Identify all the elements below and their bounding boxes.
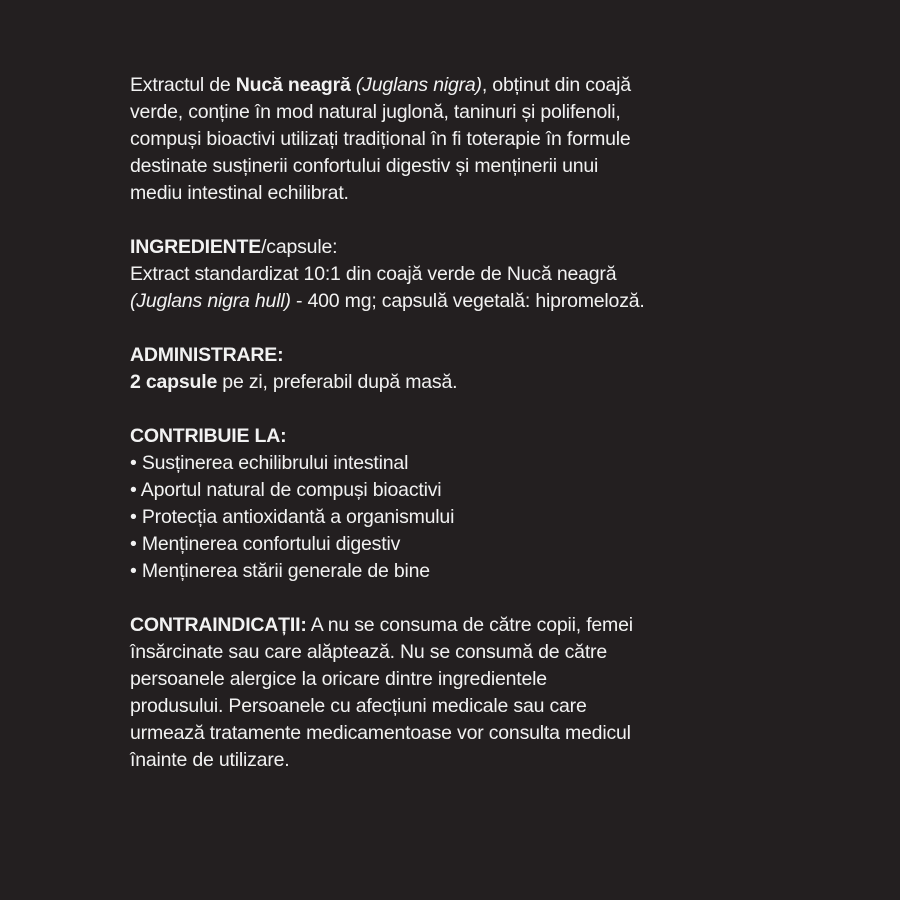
intro-text-run: (Juglans nigra) [355, 74, 482, 96]
benefits-line [130, 558, 770, 585]
intro-line [130, 153, 770, 180]
ingredients-line [130, 261, 770, 288]
contraindications-paragraph [130, 612, 770, 774]
contraindications-text-run: produsului. Persoanele cu afecțiuni medicale sau care [130, 695, 587, 717]
intro-text-run: verde, conține în mod natural juglonă, taninuri și polifenoli, [130, 101, 621, 123]
administration-paragraph [130, 342, 770, 396]
benefits-line [130, 423, 770, 450]
intro-paragraph [130, 72, 770, 207]
contraindications-line [130, 747, 770, 774]
ingredients-text-run: /capsule: [261, 236, 338, 258]
ingredients-text-run: Extract standardizat 10:1 din coajă verde de Nucă neagră [130, 263, 617, 285]
intro-text-run: compuși bioactivi utilizați tradițional în fi toterapie în formule [130, 128, 631, 150]
contraindications-text-run: CONTRAINDICAȚII: [130, 614, 307, 636]
administration-text-run: 2 capsule [130, 371, 218, 393]
contraindications-text-run: însărcinate sau care alăptează. Nu se consumă de către [130, 641, 607, 663]
benefits-text-run: • Protecția antioxidantă a organismului [130, 506, 455, 528]
intro-line [130, 72, 770, 99]
contraindications-line [130, 720, 770, 747]
intro-line [130, 99, 770, 126]
benefits-text-run: • Menținerea confortului digestiv [130, 533, 401, 555]
intro-text-run: Nucă neagră [235, 74, 351, 96]
contraindications-text-run: persoanele alergice la oricare dintre ingredientele [130, 668, 547, 690]
administration-line [130, 369, 770, 396]
ingredients-line [130, 234, 770, 261]
intro-text-run: , obținut din coajă [481, 74, 631, 96]
benefits-text-run: CONTRIBUIE LA: [130, 425, 287, 447]
administration-line [130, 342, 770, 369]
ingredients-paragraph [130, 234, 770, 315]
benefits-line [130, 450, 770, 477]
benefits-line [130, 477, 770, 504]
benefits-text-run: • Menținerea stării generale de bine [130, 560, 430, 582]
contraindications-line [130, 666, 770, 693]
intro-line [130, 180, 770, 207]
administration-text-run: pe zi, preferabil după masă. [217, 371, 458, 393]
contraindications-text-run: înainte de utilizare. [130, 749, 290, 771]
benefits-text-run: • Susținerea echilibrului intestinal [130, 452, 409, 474]
intro-text-run: mediu intestinal echilibrat. [130, 182, 349, 204]
product-description [130, 72, 770, 801]
ingredients-text-run: INGREDIENTE [130, 236, 262, 258]
contraindications-text-run: urmează tratamente medicamentoase vor consulta medicul [130, 722, 631, 744]
contraindications-text-run: A nu se consuma de către copii, femei [306, 614, 633, 636]
benefits-line [130, 531, 770, 558]
intro-text-run: destinate susținerii confortului digestiv și menținerii unui [130, 155, 599, 177]
benefits-text-run: • Aportul natural de compuși bioactivi [130, 479, 442, 501]
intro-text-run: Extractul de [130, 74, 236, 96]
contraindications-line [130, 639, 770, 666]
ingredients-line [130, 288, 770, 315]
benefits-line [130, 504, 770, 531]
contraindications-line [130, 612, 770, 639]
benefits-list [130, 423, 770, 585]
ingredients-text-run: (Juglans nigra hull) [130, 290, 291, 312]
ingredients-text-run: - 400 mg; capsulă vegetală: hipromeloză. [290, 290, 645, 312]
intro-line [130, 126, 770, 153]
administration-text-run: ADMINISTRARE: [130, 344, 284, 366]
contraindications-line [130, 693, 770, 720]
